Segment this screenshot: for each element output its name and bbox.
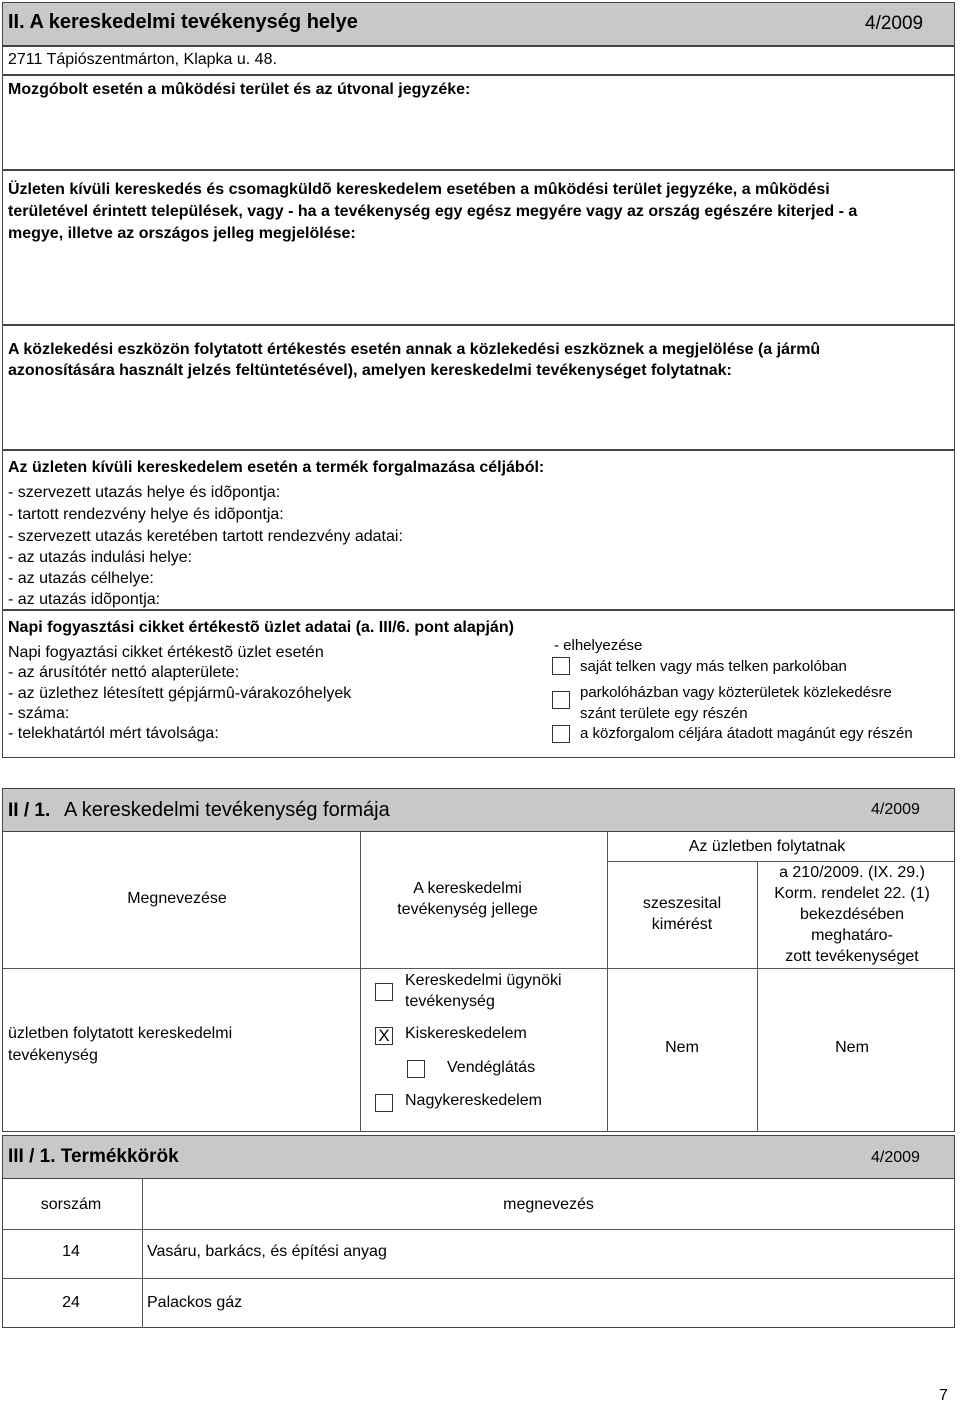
napi-title: Napi fogyasztási cikket értékestõ üzlet adatai (a. III/6. pont alapján)	[8, 619, 514, 636]
section2-title: II. A kereskedelmi tevékenység helye	[8, 11, 358, 33]
type-checkbox-agent[interactable]	[375, 983, 393, 1001]
placement-checkbox[interactable]	[552, 691, 570, 709]
placement-checkbox[interactable]	[552, 657, 570, 675]
placement-option-label: saját telken vagy más telken parkolóban	[580, 658, 847, 675]
col-decree-header: zott tevékenységet	[785, 948, 919, 965]
type-checkbox-wholesale[interactable]	[375, 1094, 393, 1112]
sales-purpose-item: - szervezett utazás helye és idõpontja:	[8, 484, 281, 501]
sales-purpose-item: - az utazás célhelye:	[8, 570, 154, 587]
col-product-header: megnevezés	[503, 1196, 594, 1213]
section31-year: 4/2009	[871, 1149, 920, 1166]
placement-label: - elhelyezése	[554, 637, 643, 654]
alcohol-value: Nem	[665, 1039, 699, 1056]
section2-year: 4/2009	[865, 13, 924, 34]
section21-title: A kereskedelmi tevékenység formája	[64, 799, 390, 821]
col-type-header: A kereskedelmi	[413, 880, 522, 897]
product-name: Vasáru, barkács, és építési anyag	[147, 1243, 387, 1260]
col-decree-header: a 210/2009. (IX. 29.)	[779, 864, 925, 881]
table-divider	[2, 968, 955, 969]
type-option-label: Nagykereskedelem	[405, 1092, 542, 1109]
decree-value: Nem	[835, 1039, 869, 1056]
type-checkbox-retail[interactable]: X	[375, 1027, 393, 1045]
napi-item: - az üzlethez létesített gépjármû-várakozóhelyek	[8, 685, 352, 702]
col-divider	[360, 832, 361, 1132]
product-num: 14	[62, 1243, 80, 1260]
sales-purpose-item: - szervezett utazás keretében tartott rendezvény adatai:	[8, 528, 403, 545]
sales-purpose-label: Az üzleten kívüli kereskedelem esetén a termék forgalmazása céljából:	[8, 459, 545, 476]
col-name-header: Megnevezése	[127, 890, 227, 907]
type-option-label: Kereskedelmi ügynöki	[405, 972, 562, 989]
col-decree-header: meghatáro-	[811, 927, 893, 944]
row-name: üzletben folytatott kereskedelmi	[8, 1025, 233, 1042]
placement-option-label: parkolóházban vagy közterületek közlekedésre	[580, 684, 892, 701]
col-alcohol-header: szeszesital	[642, 895, 722, 912]
placement-checkbox[interactable]	[552, 725, 570, 743]
row-name: tevékenység	[8, 1047, 98, 1064]
type-option-label: Vendéglátás	[447, 1059, 536, 1076]
napi-item: Napi fogyaztási cikket értékestõ üzlet esetén	[8, 644, 324, 661]
table-divider	[2, 1229, 955, 1230]
shop-header: Az üzletben folytatnak	[688, 838, 846, 855]
product-name: Palackos gáz	[147, 1294, 243, 1311]
outside-trade-line-3: megye, illetve az országos jelleg megjelölése:	[8, 225, 356, 242]
col-alcohol-header: kimérést	[651, 916, 713, 933]
outside-trade-line-1: Üzleten kívüli kereskedés és csomagküldõ kereskedelem esetében a mûködési terület jegyzéke, a mûködési	[8, 181, 830, 198]
section31-title: III / 1. Termékkörök	[8, 1146, 179, 1167]
type-option-label-2: tevékenység	[405, 993, 495, 1010]
vehicle-line-1: A közlekedési eszközön folytatott értékestés esetén annak a közlekedési eszköznek a megjelölése (a jármû	[8, 341, 821, 358]
page-number: 7	[939, 1387, 948, 1404]
napi-item: - száma:	[8, 705, 70, 722]
address: 2711 Tápiószentmárton, Klapka u. 48.	[8, 51, 277, 68]
sales-purpose-item: - az utazás indulási helye:	[8, 549, 193, 566]
mobile-shop-label: Mozgóbolt esetén a mûködési terület és az útvonal jegyzéke:	[8, 81, 471, 98]
placement-option-label: a közforgalom céljára átadott magánút egy részén	[580, 725, 913, 742]
col-decree-header: bekezdésében	[799, 906, 905, 923]
type-checkbox-catering[interactable]	[407, 1060, 425, 1078]
table-divider	[2, 1278, 955, 1279]
sales-purpose-item: - az utazás idõpontja:	[8, 591, 161, 608]
vehicle-line-2: azonosítására használt jelzés feltüntetésével), amelyen kereskedelmi tevékenységet folytatnak:	[8, 362, 732, 379]
col-num-header: sorszám	[40, 1196, 102, 1213]
sales-purpose-item: - tartott rendezvény helye és idõpontja:	[8, 506, 284, 523]
section21-num: II / 1.	[8, 800, 51, 821]
napi-item: - telekhatártól mért távolsága:	[8, 725, 219, 742]
type-option-label: Kiskereskedelem	[405, 1025, 527, 1042]
outside-trade-line-2: területével érintett települések, vagy - ha a tevékenység egy egész megyére vagy az ország egészére kiterjed - a	[8, 203, 858, 220]
shop-header-divider	[607, 861, 955, 862]
product-num: 24	[62, 1294, 80, 1311]
col-type-header: tevékenység jellege	[397, 901, 538, 918]
placement-option-label-2: szánt területe egy részén	[580, 705, 748, 722]
napi-item: - az árusítótér nettó alapterülete:	[8, 664, 240, 681]
col-decree-header: Korm. rendelet 22. (1)	[774, 885, 930, 902]
col-divider	[607, 832, 608, 1132]
section21-year: 4/2009	[871, 801, 920, 818]
